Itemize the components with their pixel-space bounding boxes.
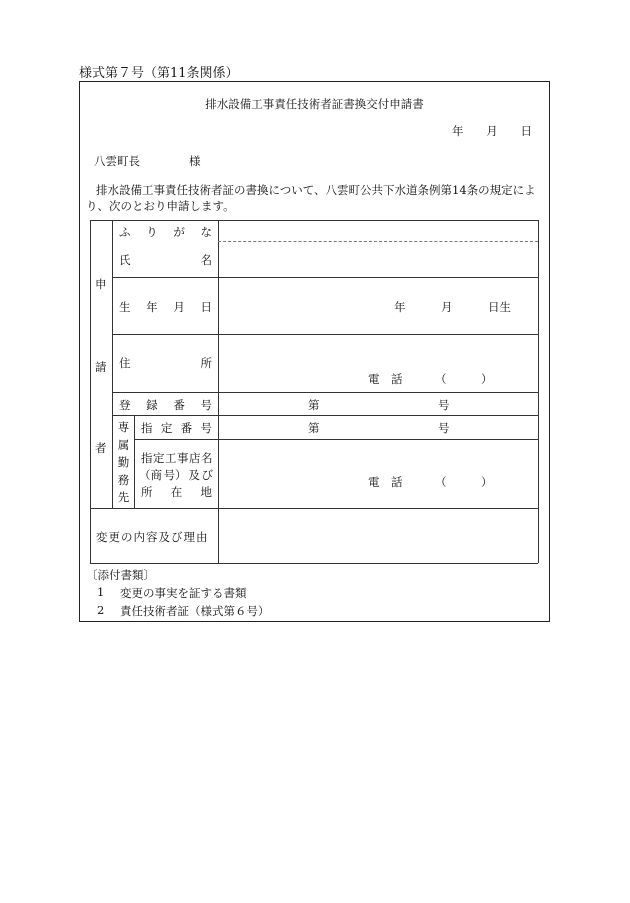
shop-name-label-line3: 所 在 地 xyxy=(141,485,212,499)
date-day: 日 xyxy=(520,124,532,138)
date-line xyxy=(452,123,532,139)
furigana-divider xyxy=(218,241,538,242)
table-border-top xyxy=(90,220,538,221)
row-divider-name xyxy=(112,277,538,278)
addressee-name: 八雲町長 xyxy=(94,154,140,168)
name-label: 氏 名 xyxy=(119,253,212,267)
side-label-3: 者 xyxy=(95,441,107,455)
designation-label: 指 定 番 号 xyxy=(141,421,212,435)
change-reason-label: 変更の内容及び理由 xyxy=(96,530,209,544)
document-title: 排水設備工事責任技術者証書換交付申請書 xyxy=(205,97,424,111)
registration-prefix: 第 xyxy=(308,398,320,412)
date-month: 月 xyxy=(486,124,498,138)
row-divider-designation xyxy=(134,439,538,440)
birth-year-unit: 年 xyxy=(394,300,406,314)
form-number: 様式第７号（第11条関係） xyxy=(79,66,239,81)
table-border-right xyxy=(538,220,539,563)
body-text-line1: 排水設備工事責任技術者証の書換について、八雲町公共下水道条例第14条の規定によ xyxy=(96,183,536,197)
workplace-column-divider xyxy=(134,415,135,508)
shop-name-label-line1: 指定工事店名 xyxy=(141,451,213,465)
birth-label: 生 年 月 日 xyxy=(119,300,212,314)
addressee-honorific: 様 xyxy=(189,154,201,168)
row-divider-workplace xyxy=(90,508,538,509)
workplace-phone-label: 電 話 xyxy=(368,475,403,489)
birth-day-unit: 日生 xyxy=(488,300,511,314)
address-phone-label: 電 話 xyxy=(368,372,403,386)
furigana-label: ふ り が な xyxy=(119,225,212,239)
attachment-1-num: 1 xyxy=(97,585,105,599)
address-label: 住 所 xyxy=(119,356,212,370)
table-border-left xyxy=(90,220,91,563)
side-label-1: 申 xyxy=(95,277,107,291)
row-divider-address xyxy=(112,392,538,393)
attachment-2-num: 2 xyxy=(97,603,105,617)
designation-suffix: 号 xyxy=(438,421,450,435)
date-year: 年 xyxy=(452,124,464,138)
registration-label: 登 録 番 号 xyxy=(119,398,212,412)
workplace-side-label: 専 属 勤 務 先 xyxy=(117,420,130,504)
birth-month-unit: 月 xyxy=(441,300,453,314)
table-border-bottom xyxy=(90,563,538,564)
address-phone-paren: （ ） xyxy=(435,372,493,386)
workplace-phone-paren: （ ） xyxy=(435,475,493,489)
attachment-2-text: 責任技術者証（様式第６号） xyxy=(120,604,270,618)
attachments-heading: 〔添付書類〕 xyxy=(86,568,155,582)
designation-prefix: 第 xyxy=(308,421,320,435)
row-divider-birth xyxy=(112,334,538,335)
row-divider-registration xyxy=(112,415,538,416)
attachment-1-text: 変更の事実を証する書類 xyxy=(120,586,247,600)
body-text-line2: り、次のとおり申請します。 xyxy=(86,199,235,213)
registration-suffix: 号 xyxy=(438,398,450,412)
shop-name-label-line2: （商 号） 及 び xyxy=(139,468,213,482)
side-label-2: 請 xyxy=(95,360,107,374)
